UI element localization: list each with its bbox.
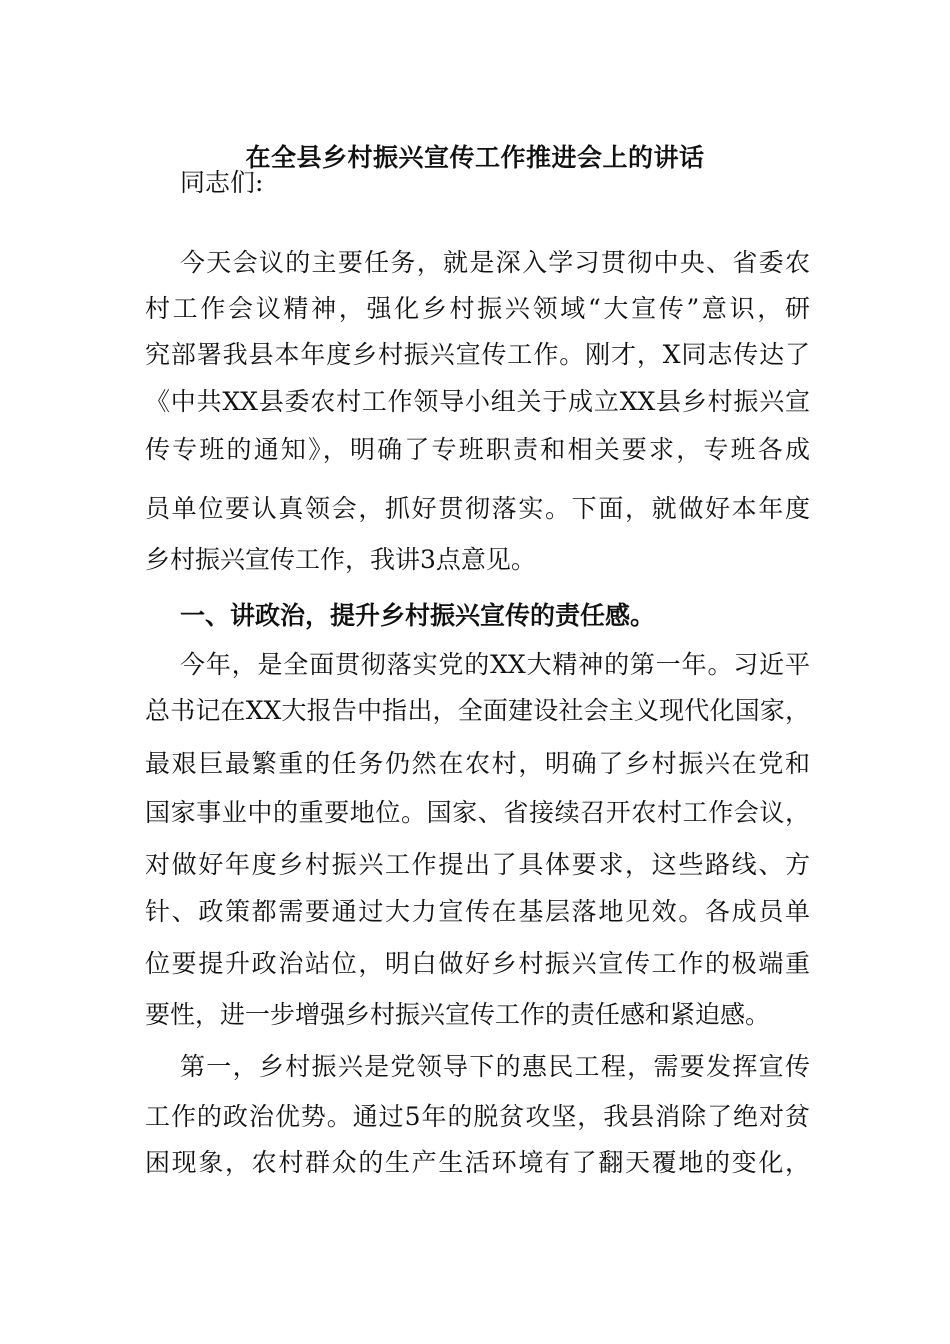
paragraph-line: 国家事业中的重要地位。国家、省接续召开农村工作会议， <box>145 798 810 827</box>
paragraph-line: 困现象，农村群众的生产生活环境有了翻天覆地的变化， <box>145 1148 810 1177</box>
paragraph-line: 今年，是全面贯彻落实党的XX大精神的第一年。习近平 <box>180 650 810 679</box>
paragraph-line: 第一，乡村振兴是党领导下的惠民工程，需要发挥宣传 <box>180 1052 810 1081</box>
section-heading: 一、讲政治，提升乡村振兴宣传的责任感。 <box>180 601 656 630</box>
paragraph-line: 针、政策都需要通过大力宣传在基层落地见效。各成员单 <box>145 897 810 926</box>
paragraph-line: 位要提升政治站位，明白做好乡村振兴宣传工作的极端重 <box>145 949 810 978</box>
document-title: 在全县乡村振兴宣传工作推进会上的讲话 <box>245 143 705 172</box>
salutation: 同志们: <box>180 168 264 197</box>
paragraph-line: 今天会议的主要任务，就是深入学习贯彻中央、省委农 <box>180 248 810 277</box>
paragraph-line: 乡村振兴宣传工作，我讲3点意见。 <box>145 545 536 574</box>
paragraph-line: 传专班的通知》，明确了专班职责和相关要求，专班各成 <box>145 435 810 464</box>
paragraph-line: 究部署我县本年度乡村振兴宣传工作。刚才，X同志传达了 <box>145 340 810 369</box>
paragraph-line: 总书记在XX大报告中指出，全面建设社会主义现代化国家， <box>145 696 810 725</box>
paragraph-line: 《中共XX县委农村工作领导小组关于成立XX县乡村振兴宣 <box>145 387 810 416</box>
paragraph-line: 最艰巨最繁重的任务仍然在农村，明确了乡村振兴在党和 <box>145 749 810 778</box>
paragraph-line: 对做好年度乡村振兴工作提出了具体要求，这些路线、方 <box>145 850 810 879</box>
paragraph-line: 要性，进一步增强乡村振兴宣传工作的责任感和紧迫感。 <box>145 1000 771 1029</box>
paragraph-line: 工作的政治优势。通过5年的脱贫攻坚，我县消除了绝对贫 <box>145 1102 810 1131</box>
paragraph-line: 员单位要认真领会，抓好贯彻落实。下面，就做好本年度 <box>145 494 810 523</box>
paragraph-line: 村工作会议精神，强化乡村振兴领域“大宣传”意识，研 <box>145 294 810 323</box>
